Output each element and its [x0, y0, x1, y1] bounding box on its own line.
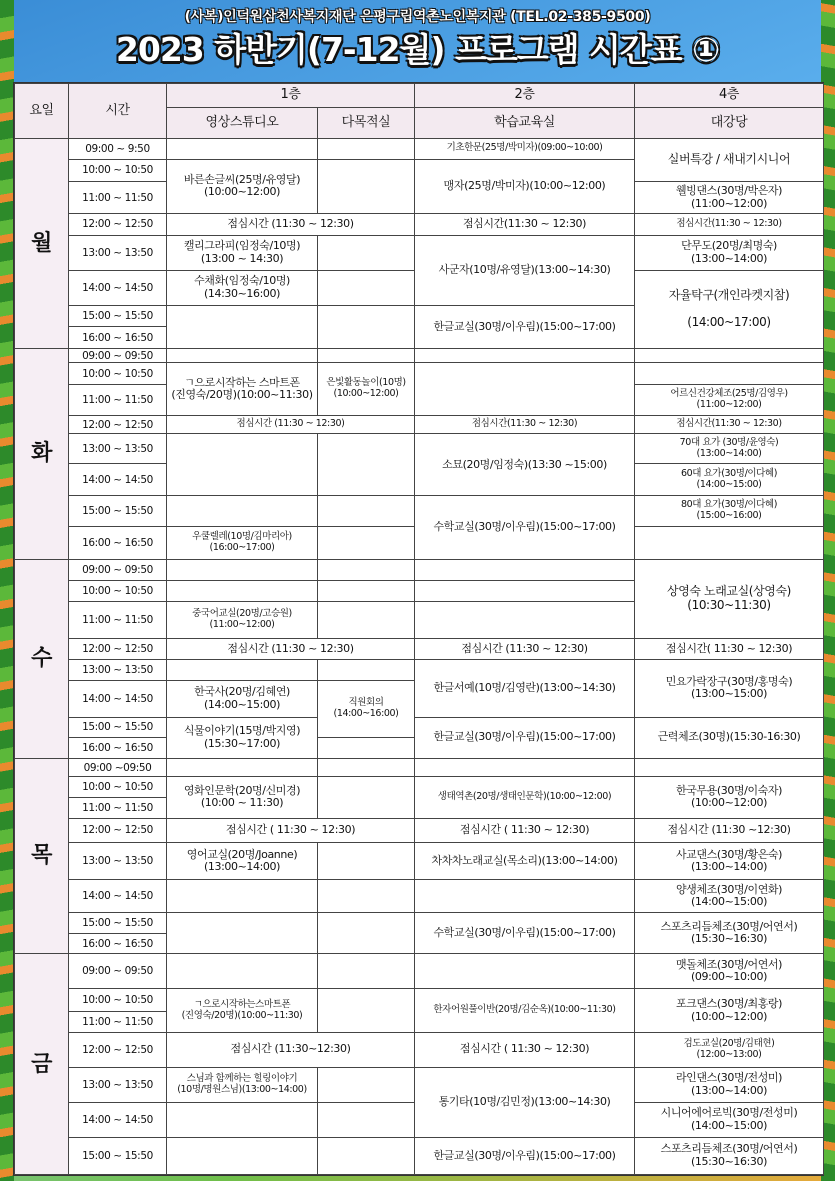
empty-cell [167, 496, 318, 527]
program-cell: 캘리그라피(임정숙/10명) (13:00 ~ 14:30) [167, 235, 318, 270]
program-cell: 한자어원풀이반(20명/김순옥)(10:00~11:30) [415, 989, 635, 1032]
time-slot: 11:00 ~ 11:50 [69, 602, 167, 639]
program-cell: 양생체조(30명/이연화) (14:00~15:00) [635, 880, 824, 913]
time-slot: 12:00 ~ 12:50 [69, 1032, 167, 1067]
empty-cell [415, 880, 635, 913]
empty-cell [415, 560, 635, 581]
program-cell: 60대 요가(30명/이다혜) (14:00~15:00) [635, 464, 824, 496]
time-slot: 12:00 ~ 12:50 [69, 818, 167, 843]
program-cell: ㄱ으로시작하는스마트폰 (진영숙/20명)(10:00~11:30) [167, 989, 318, 1032]
time-slot: 10:00 ~ 10:50 [69, 580, 167, 602]
time-slot: 09:00 ~ 09:50 [69, 560, 167, 581]
empty-cell [318, 580, 415, 602]
program-cell: 80대 요가(30명/이다혜) (15:00~16:00) [635, 496, 824, 527]
time-slot: 12:00 ~ 12:50 [69, 214, 167, 236]
program-cell: 수학교실(30명/이우림)(15:00~17:00) [415, 913, 635, 954]
empty-cell [318, 305, 415, 348]
time-slot: 13:00 ~ 13:50 [69, 235, 167, 270]
empty-cell [318, 989, 415, 1032]
program-cell: 한글교실(30명/이우림)(15:00~17:00) [415, 717, 635, 758]
empty-cell [318, 235, 415, 270]
empty-cell [415, 954, 635, 989]
empty-cell [318, 880, 415, 913]
empty-cell [318, 659, 415, 680]
time-slot: 09:00 ~ 9:50 [69, 139, 167, 160]
program-cell: 수학교실(30명/이우림)(15:00~17:00) [415, 496, 635, 560]
empty-cell [167, 139, 318, 160]
time-slot: 13:00 ~ 13:50 [69, 843, 167, 880]
program-cell: 영어교실(20명/Joanne) (13:00~14:00) [167, 843, 318, 880]
program-cell: 자율탁구(개인라켓지참) (14:00~17:00) [635, 270, 824, 348]
header [0, 0, 835, 82]
time-slot: 14:00 ~ 14:50 [69, 270, 167, 305]
lunch-cell: 점심시간(11:30 ~ 12:30) [635, 214, 824, 236]
empty-cell [318, 1137, 415, 1174]
time-slot: 09:00 ~ 09:50 [69, 954, 167, 989]
time-slot: 09:00 ~ 09:50 [69, 349, 167, 363]
program-cell: 한국사(20명/김혜연) (14:00~15:00) [167, 680, 318, 717]
empty-cell [318, 738, 415, 759]
time-slot: 14:00 ~ 14:50 [69, 880, 167, 913]
program-cell: 한국무용(30명/이숙자) (10:00~12:00) [635, 777, 824, 818]
col-floor4-header: 4층 [635, 84, 824, 108]
empty-cell [167, 560, 318, 581]
time-slot: 16:00 ~ 16:50 [69, 527, 167, 560]
time-slot: 14:00 ~ 14:50 [69, 680, 167, 717]
schedule-table-wrapper [13, 82, 824, 1176]
program-cell: 라인댄스(30명/전성미) (13:00~14:00) [635, 1067, 824, 1102]
program-cell: 스님과 함께하는 힐링이야기 (10명/명원스님)(13:00~14:00) [167, 1067, 318, 1102]
program-cell: 통기타(10명/김민정)(13:00~14:30) [415, 1067, 635, 1137]
lunch-cell: 점심시간(11:30 ~ 12:30) [415, 214, 635, 236]
program-cell: 맷돌체조(30명/어연서) (09:00~10:00) [635, 954, 824, 989]
program-cell: 웰빙댄스(30명/박은자) (11:00~12:00) [635, 182, 824, 214]
program-cell: 70대 요가 (30명/윤영숙) (13:00~14:00) [635, 434, 824, 464]
time-slot: 15:00 ~ 15:50 [69, 496, 167, 527]
empty-cell [318, 758, 415, 777]
empty-cell [167, 659, 318, 680]
time-slot: 10:00 ~ 10:50 [69, 159, 167, 182]
day-tuesday: 화 [15, 349, 69, 560]
col-time-header: 시간 [69, 84, 167, 139]
empty-cell [635, 363, 824, 385]
program-cell: 중국어교실(20명/고승원) (11:00~12:00) [167, 602, 318, 639]
time-slot: 14:00 ~ 14:50 [69, 1102, 167, 1137]
empty-cell [318, 139, 415, 160]
empty-cell [167, 1102, 318, 1137]
empty-cell [167, 580, 318, 602]
program-cell: 상영숙 노래교실(상영숙) (10:30~11:30) [635, 560, 824, 639]
empty-cell [318, 913, 415, 954]
col-hall-header: 대강당 [635, 108, 824, 139]
lunch-cell: 점심시간( 11:30 ~ 12:30) [635, 639, 824, 660]
empty-cell [318, 560, 415, 581]
day-wednesday: 수 [15, 560, 69, 759]
empty-cell [167, 434, 318, 496]
empty-cell [167, 1137, 318, 1174]
time-slot: 15:00 ~ 15:50 [69, 717, 167, 738]
empty-cell [415, 758, 635, 777]
program-cell: 포크댄스(30명/최홍랑) (10:00~12:00) [635, 989, 824, 1032]
time-slot: 13:00 ~ 13:50 [69, 1067, 167, 1102]
empty-cell [318, 1102, 415, 1137]
program-cell: 스포츠리듬체조(30명/어연서) (15:30~16:30) [635, 913, 824, 954]
col-day-header: 요일 [15, 84, 69, 139]
empty-cell [318, 602, 415, 639]
lunch-cell: 점심시간 (11:30 ~ 12:30) [167, 214, 415, 236]
col-floor2-header: 2층 [415, 84, 635, 108]
program-cell: 민요가락장구(30명/홍명숙) (13:00~15:00) [635, 659, 824, 717]
left-leaf-border [0, 0, 14, 1181]
empty-cell [167, 913, 318, 954]
program-cell: 식물이야기(15명/박지영) (15:30~17:00) [167, 717, 318, 758]
time-slot: 10:00 ~ 10:50 [69, 989, 167, 1012]
empty-cell [415, 602, 635, 639]
program-cell: 사교댄스(30명/황은숙) (13:00~14:00) [635, 843, 824, 880]
schedule-table [14, 83, 824, 1175]
empty-cell [318, 1067, 415, 1102]
program-cell: 단무도(20명/최명숙) (13:00~14:00) [635, 235, 824, 270]
program-cell: 우쿨렐레(10명/김마리아) (16:00~17:00) [167, 527, 318, 560]
empty-cell [167, 305, 318, 348]
empty-cell [635, 527, 824, 560]
time-slot: 13:00 ~ 13:50 [69, 434, 167, 464]
empty-cell [415, 363, 635, 416]
empty-cell [415, 580, 635, 602]
lunch-cell: 점심시간(11:30 ~ 12:30) [415, 415, 635, 434]
time-slot: 10:00 ~ 10:50 [69, 777, 167, 798]
time-slot: 11:00 ~ 11:50 [69, 182, 167, 214]
program-cell: 수채화(임정숙/10명) (14:30~16:00) [167, 270, 318, 305]
program-cell: 실버특강 / 새내기시니어 [635, 139, 824, 182]
organization-subtitle: (사복)인덕원삼천사복지재단 은평구립역촌노인복지관 (TEL.02-385-9500) [184, 9, 651, 25]
empty-cell [635, 349, 824, 363]
time-slot: 09:00 ~09:50 [69, 758, 167, 777]
time-slot: 12:00 ~ 12:50 [69, 415, 167, 434]
lunch-cell: 점심시간 (11:30 ~ 12:30) [415, 639, 635, 660]
program-cell: 은빛활동놀이(10명) (10:00~12:00) [318, 363, 415, 416]
time-slot: 11:00 ~ 11:50 [69, 797, 167, 818]
empty-cell [318, 434, 415, 496]
empty-cell [167, 954, 318, 989]
empty-cell [318, 527, 415, 560]
program-cell: 직원회의 (14:00~16:00) [318, 680, 415, 738]
lunch-cell: 점심시간 (11:30~12:30) [167, 1032, 415, 1067]
program-cell: 맹자(25명/박미자)(10:00~12:00) [415, 159, 635, 214]
program-cell: 사군자(10명/유영달)(13:00~14:30) [415, 235, 635, 305]
empty-cell [167, 349, 318, 363]
empty-cell [318, 496, 415, 527]
empty-cell [318, 954, 415, 989]
page-title: 2023 하반기(7-12월) 프로그램 시간표 ① [115, 30, 720, 69]
time-slot: 13:00 ~ 13:50 [69, 659, 167, 680]
day-thursday: 목 [15, 758, 69, 954]
program-cell: 기초한문(25명/박미자)(09:00~10:00) [415, 139, 635, 160]
program-cell: 영화인문학(20명/신미경) (10:00 ~ 11:30) [167, 777, 318, 818]
program-cell: 생태역촌(20명/생태인문학)(10:00~12:00) [415, 777, 635, 818]
time-slot: 15:00 ~ 15:50 [69, 1137, 167, 1174]
empty-cell [635, 758, 824, 777]
time-slot: 15:00 ~ 15:50 [69, 305, 167, 327]
col-learning-header: 학습교육실 [415, 108, 635, 139]
time-slot: 15:00 ~ 15:50 [69, 913, 167, 934]
empty-cell [318, 159, 415, 214]
lunch-cell: 점심시간 (11:30 ~ 12:30) [167, 639, 415, 660]
empty-cell [415, 349, 635, 363]
lunch-cell: 점심시간 (11:30 ~12:30) [635, 818, 824, 843]
program-cell: 한글교실(30명/이우림)(15:00~17:00) [415, 305, 635, 348]
time-slot: 12:00 ~ 12:50 [69, 639, 167, 660]
program-cell: 소묘(20명/임정숙)(13:30 ~15:00) [415, 434, 635, 496]
lunch-cell: 점심시간 ( 11:30 ~ 12:30) [415, 1032, 635, 1067]
program-cell: 검도교실(20명/김태현) (12:00~13:00) [635, 1032, 824, 1067]
program-cell: 한글서예(10명/김영란)(13:00~14:30) [415, 659, 635, 717]
day-friday: 금 [15, 954, 69, 1175]
program-cell: 시니어에어로빅(30명/전성미) (14:00~15:00) [635, 1102, 824, 1137]
empty-cell [167, 880, 318, 913]
time-slot: 10:00 ~ 10:50 [69, 363, 167, 385]
program-cell: 스포츠리듬체조(30명/어연서) (15:30~16:30) [635, 1137, 824, 1174]
empty-cell [318, 843, 415, 880]
time-slot: 11:00 ~ 11:50 [69, 1012, 167, 1033]
lunch-cell: 점심시간 ( 11:30 ~ 12:30) [167, 818, 415, 843]
time-slot: 16:00 ~ 16:50 [69, 327, 167, 349]
empty-cell [318, 270, 415, 305]
program-cell: 바른손글씨(25명/유영달) (10:00~12:00) [167, 159, 318, 214]
lunch-cell: 점심시간(11:30 ~ 12:30) [635, 415, 824, 434]
col-studio-header: 영상스튜디오 [167, 108, 318, 139]
program-cell: 차차차노래교실(목소리)(13:00~14:00) [415, 843, 635, 880]
empty-cell [318, 349, 415, 363]
col-multi-header: 다목적실 [318, 108, 415, 139]
time-slot: 14:00 ~ 14:50 [69, 464, 167, 496]
time-slot: 16:00 ~ 16:50 [69, 738, 167, 759]
program-cell: 근력체조(30명)(15:30-16:30) [635, 717, 824, 758]
lunch-cell: 점심시간 (11:30 ~ 12:30) [167, 415, 415, 434]
empty-cell [167, 758, 318, 777]
program-cell: 한글교실(30명/이우림)(15:00~17:00) [415, 1137, 635, 1174]
program-cell: 어르신건강체조(25명/김영우) (11:00~12:00) [635, 385, 824, 416]
time-slot: 11:00 ~ 11:50 [69, 385, 167, 416]
col-floor1-header: 1층 [167, 84, 415, 108]
program-cell: ㄱ으로시작하는 스마트폰 (진영숙/20명)(10:00~11:30) [167, 363, 318, 416]
day-monday: 월 [15, 139, 69, 349]
time-slot: 16:00 ~ 16:50 [69, 933, 167, 954]
empty-cell [318, 777, 415, 818]
lunch-cell: 점심시간 ( 11:30 ~ 12:30) [415, 818, 635, 843]
